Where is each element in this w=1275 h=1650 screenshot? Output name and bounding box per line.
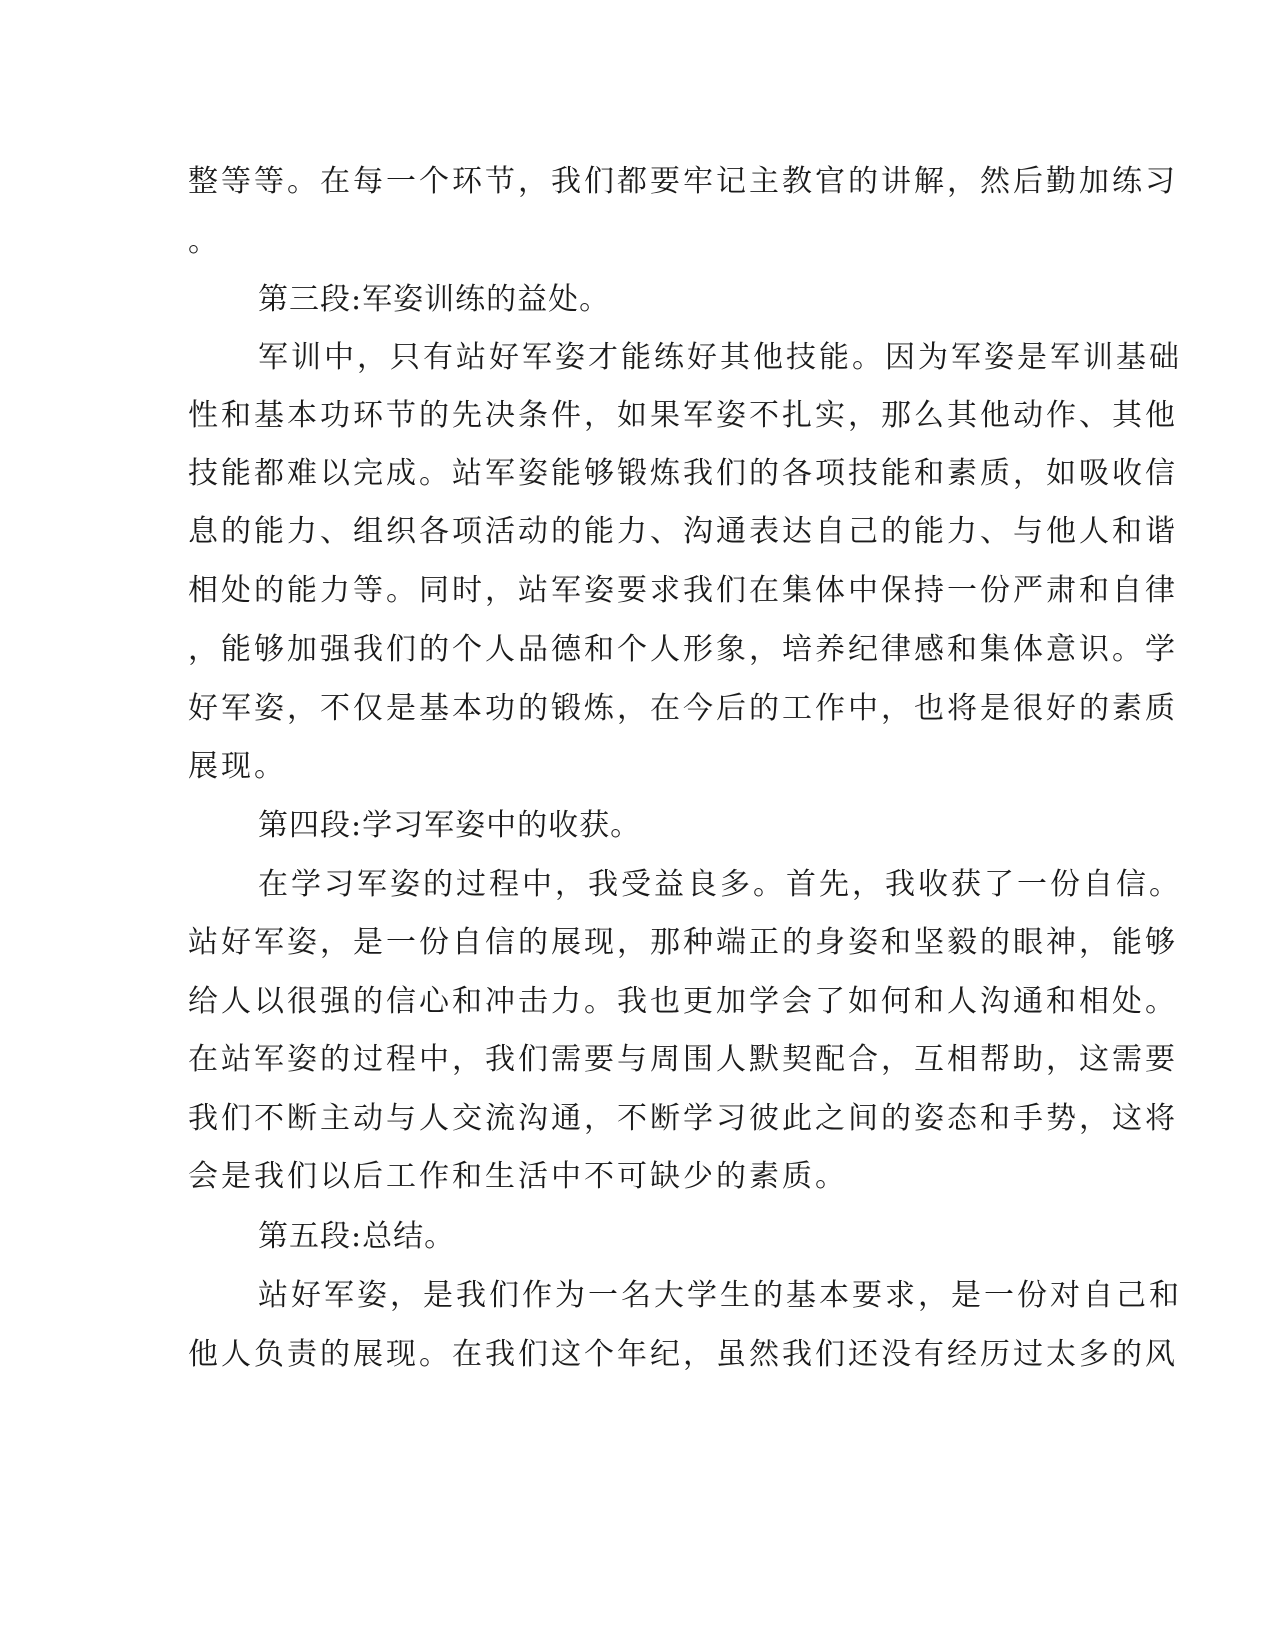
text-line: 。	[188, 224, 221, 259]
text-line: 息的能力、组织各项活动的能力、沟通表达自己的能力、与他人和谐	[188, 514, 1178, 549]
text-line: 好军姿，不仅是基本功的锻炼，在今后的工作中，也将是很好的素质	[188, 691, 1178, 726]
text-line: 整等等。在每一个环节，我们都要牢记主教官的讲解，然后勤加练习	[188, 164, 1178, 199]
section-heading: 第五段:总结。	[258, 1219, 456, 1254]
text-line: 给人以很强的信心和冲击力。我也更加学会了如何和人沟通和相处。	[188, 984, 1178, 1019]
text-line: ，能够加强我们的个人品德和个人形象，培养纪律感和集体意识。学	[188, 632, 1178, 667]
text-line: 相处的能力等。同时，站军姿要求我们在集体中保持一份严肃和自律	[188, 573, 1178, 608]
text-line: 在站军姿的过程中，我们需要与周围人默契配合，互相帮助，这需要	[188, 1042, 1178, 1077]
text-line: 他人负责的展现。在我们这个年纪，虽然我们还没有经历过太多的风	[188, 1337, 1178, 1372]
text-line: 技能都难以完成。站军姿能够锻炼我们的各项技能和素质，如吸收信	[188, 456, 1178, 491]
section-heading: 第三段:军姿训练的益处。	[258, 282, 611, 317]
text-line: 展现。	[188, 749, 287, 784]
text-line: 站好军姿，是我们作为一名大学生的基本要求，是一份对自己和	[258, 1278, 1182, 1313]
section-heading: 第四段:学习军姿中的收获。	[258, 808, 642, 843]
text-line: 会是我们以后工作和生活中不可缺少的素质。	[188, 1159, 848, 1194]
text-line: 性和基本功环节的先决条件，如果军姿不扎实，那么其他动作、其他	[188, 398, 1178, 433]
text-line: 军训中，只有站好军姿才能练好其他技能。因为军姿是军训基础	[258, 340, 1182, 375]
text-line: 站好军姿，是一份自信的展现，那种端正的身姿和坚毅的眼神，能够	[188, 925, 1178, 960]
text-line: 在学习军姿的过程中，我受益良多。首先，我收获了一份自信。	[258, 867, 1182, 902]
text-line: 我们不断主动与人交流沟通，不断学习彼此之间的姿态和手势，这将	[188, 1101, 1178, 1136]
